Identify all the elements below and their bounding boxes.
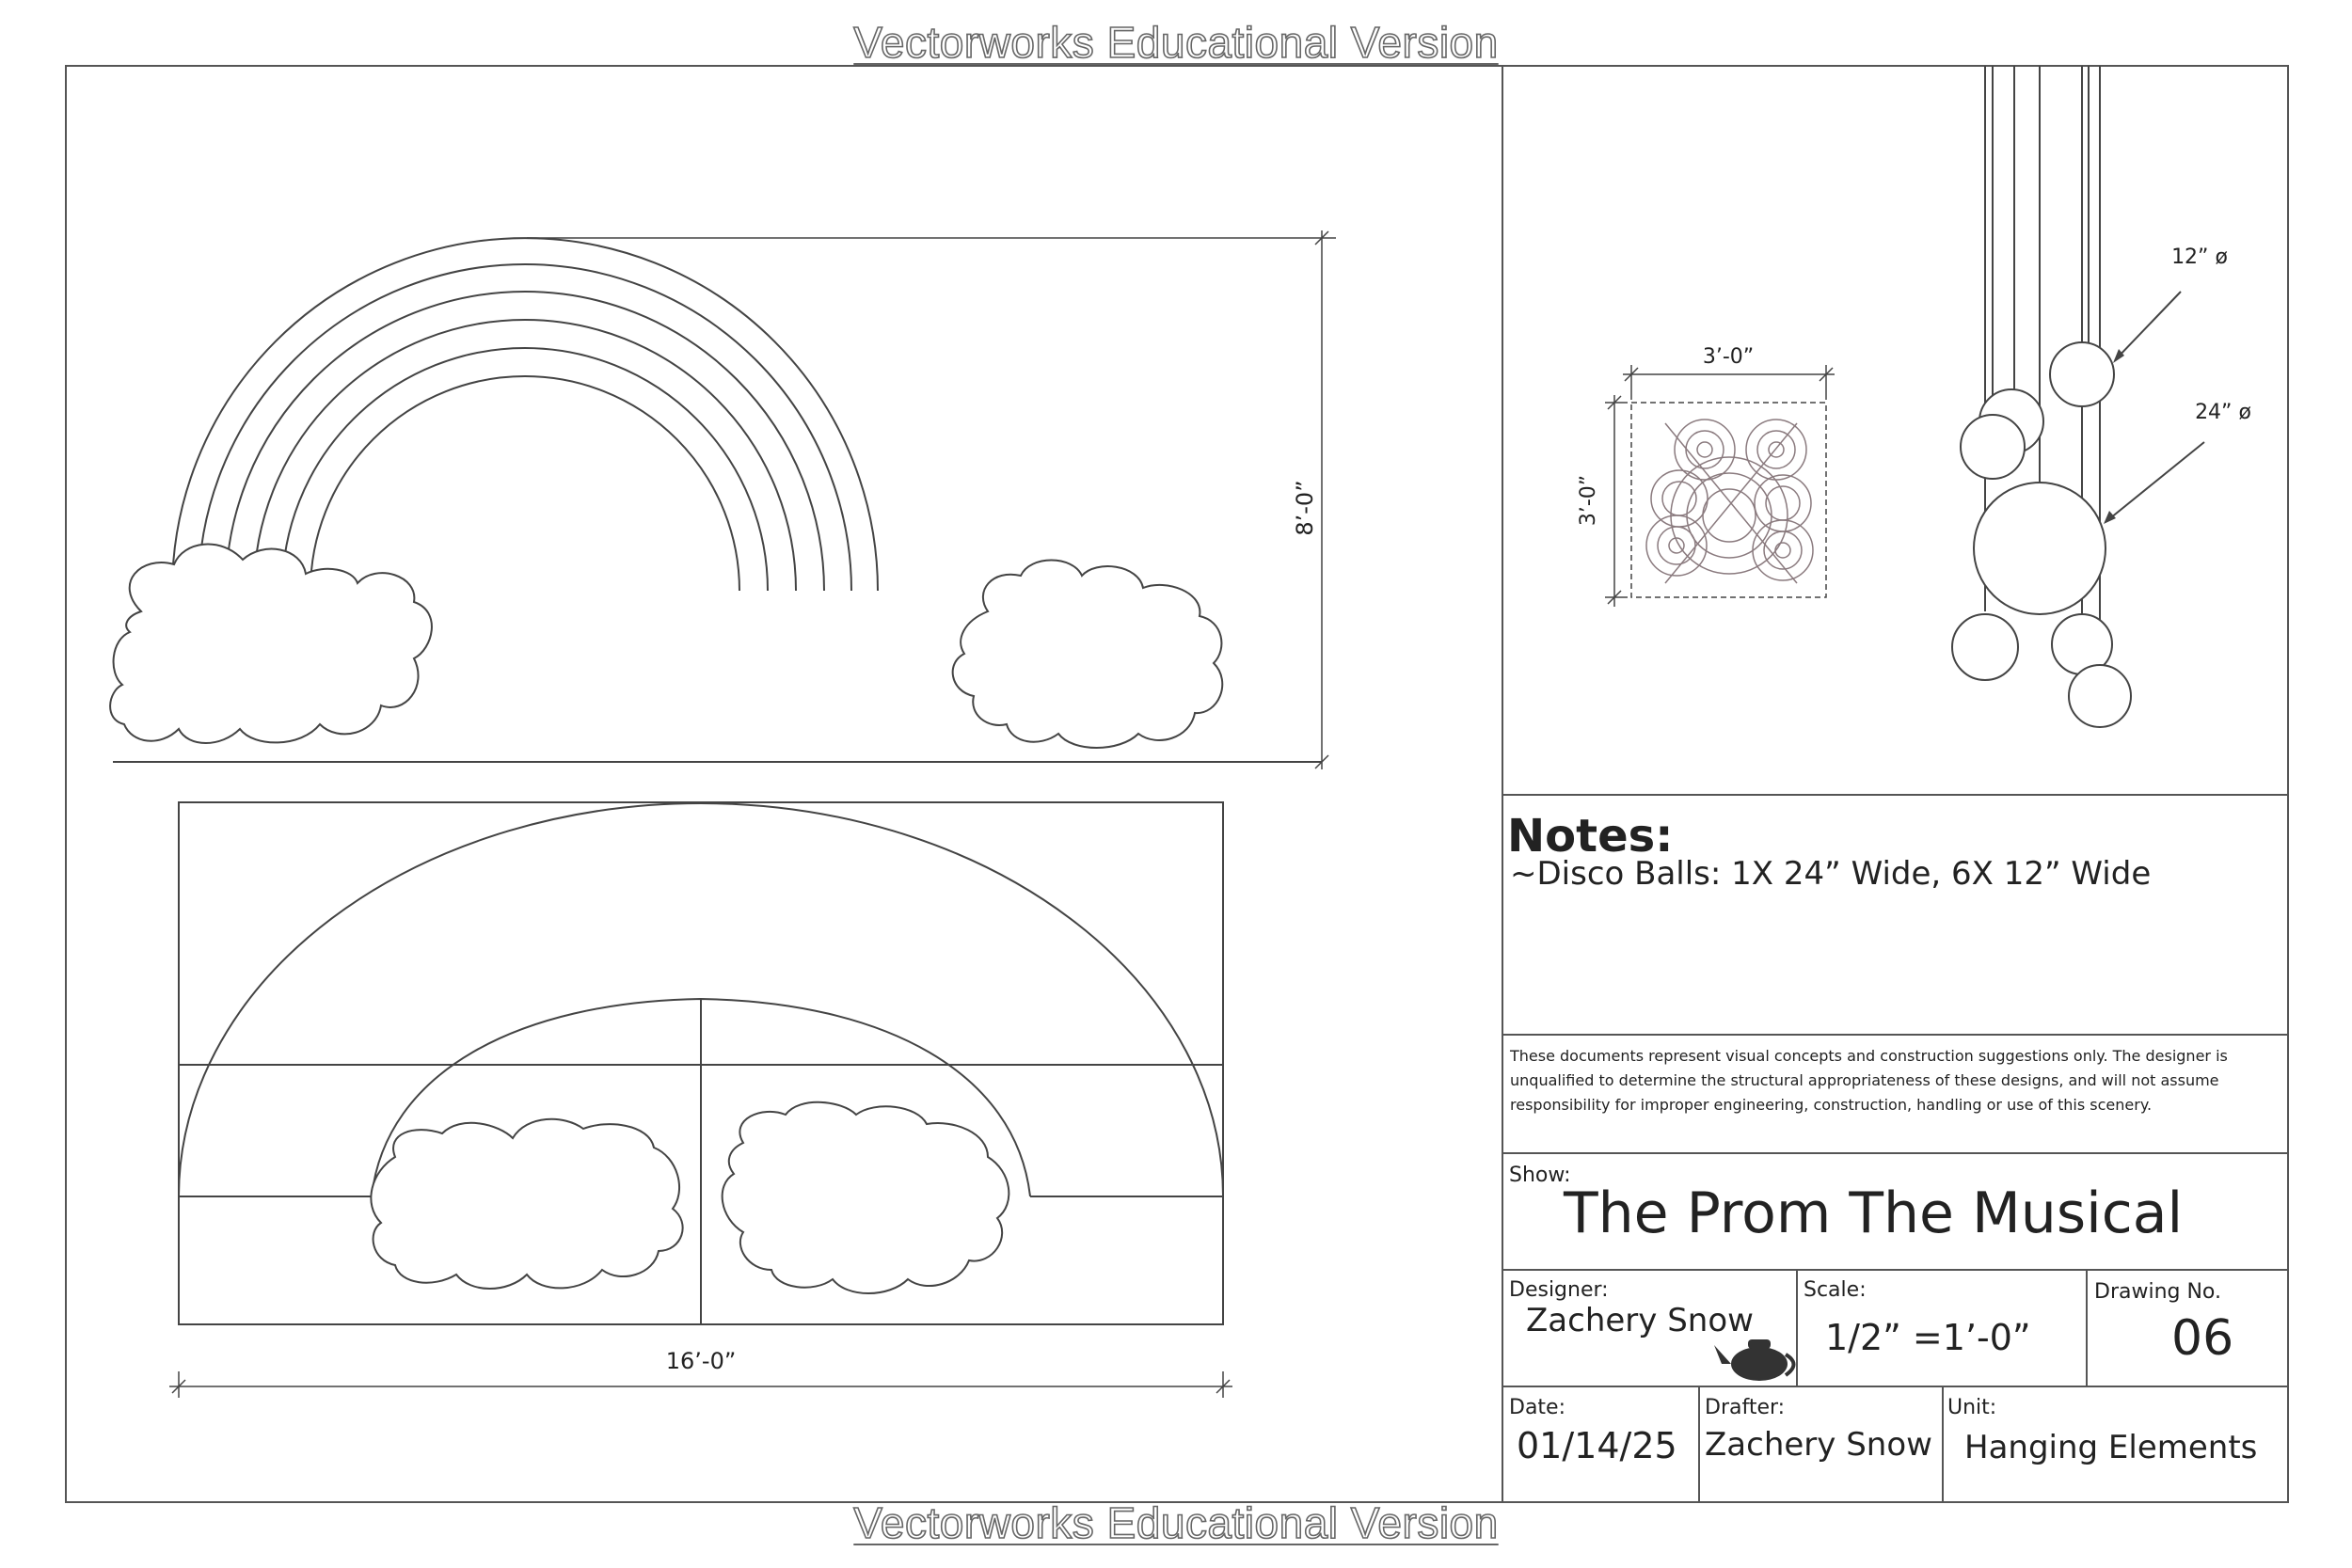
disclaimer-line-2: unqualified to determine the structural appropriateness of these designs, and will not assume	[1510, 1071, 2219, 1089]
notes-line: ~Disco Balls: 1X 24” Wide, 6X 12” Wide	[1510, 855, 2152, 893]
drafter-name: Zachery Snow	[1705, 1426, 1932, 1464]
rainbow-elevation	[110, 238, 1322, 762]
sheet-frame	[66, 66, 2288, 1502]
height-dimension-label: 8’-0”	[1292, 480, 1318, 536]
left-cloud	[110, 545, 432, 743]
drawing-no-value: 06	[2171, 1310, 2234, 1367]
show-label: Show:	[1509, 1164, 1571, 1187]
notes-heading: Notes:	[1507, 810, 1674, 863]
drafter-label: Drafter:	[1705, 1396, 1786, 1419]
large-ball-callout: 24” ø	[2195, 401, 2251, 424]
unit-value: Hanging Elements	[1964, 1429, 2258, 1466]
disco-plan	[1605, 365, 1835, 607]
title-block	[1502, 795, 2288, 1502]
disco-elevation	[1952, 66, 2204, 727]
small-ball-callout: 12” ø	[2171, 245, 2228, 269]
disclaimer-line-1: These documents represent visual concepts and construction suggestions only. The designer is	[1510, 1047, 2228, 1065]
scale-value: 1/2” =1’-0”	[1825, 1317, 2031, 1358]
width-dimension	[169, 1371, 1232, 1398]
watermark-bottom: Vectorworks Educational Version	[853, 1498, 1499, 1547]
right-cloud	[953, 561, 1223, 749]
section-left-cloud	[371, 1119, 682, 1289]
teapot-icon	[1714, 1339, 1794, 1381]
disclaimer	[1509, 1047, 2233, 1114]
scale-label: Scale:	[1804, 1278, 1867, 1302]
disco-plan-balls	[1646, 420, 1813, 583]
date-value: 01/14/25	[1517, 1425, 1677, 1466]
designer-label: Designer:	[1509, 1278, 1609, 1302]
rainbow-section	[179, 802, 1223, 1324]
width-dimension-label: 16’-0”	[665, 1348, 737, 1374]
disco-plan-depth-label: 3’-0”	[1577, 474, 1600, 527]
section-right-cloud	[723, 1102, 1009, 1293]
watermark-top: Vectorworks Educational Version	[853, 18, 1499, 67]
drawing-no-label: Drawing No.	[2094, 1280, 2221, 1304]
designer-name: Zachery Snow	[1526, 1302, 1754, 1339]
unit-label: Unit:	[1947, 1396, 1997, 1419]
show-title: The Prom The Musical	[1564, 1180, 2184, 1246]
disco-plan-width-label: 3’-0”	[1702, 345, 1755, 369]
disclaimer-line-3: responsibility for improper engineering, construction, handling or use of this scenery.	[1510, 1096, 2153, 1114]
date-label: Date:	[1509, 1396, 1565, 1419]
